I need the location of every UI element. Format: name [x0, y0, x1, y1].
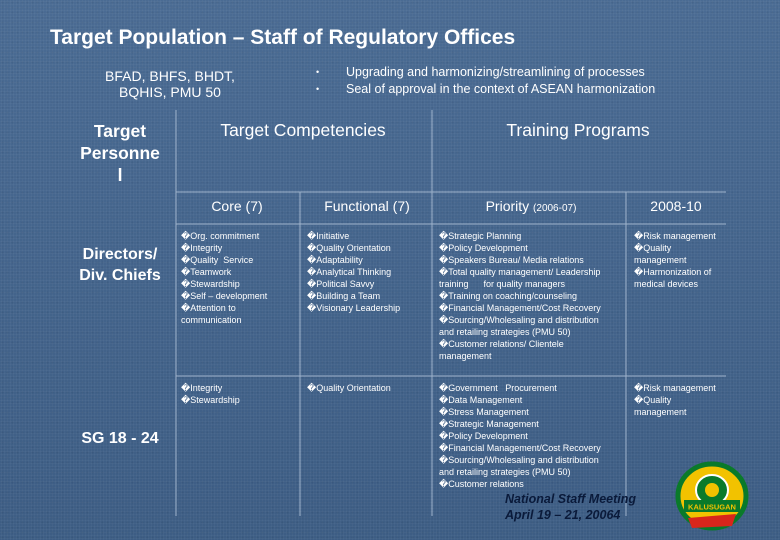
row-label-line: Div. Chiefs — [79, 267, 161, 284]
cell-line: �Speakers Bureau/ Media relations — [439, 255, 584, 265]
objective-text: Seal of approval in the context of ASEAN harmonization — [346, 82, 656, 96]
header-line: Personne — [80, 143, 160, 163]
cell-line: �Stewardship — [181, 279, 240, 289]
cell-line: management — [634, 407, 687, 417]
cell-line: �Financial Management/Cost Recovery — [439, 303, 601, 313]
cell-line: �Training on coaching/counseling — [439, 291, 577, 301]
cell-line: �Initiative — [307, 231, 350, 241]
cell-line: �Visionary Leadership — [307, 303, 401, 313]
cell-line: �Sourcing/Wholesaling and distribution — [439, 315, 599, 325]
subheader-2008-10: 2008-10 — [650, 198, 702, 214]
cell-line: �Risk management — [634, 231, 716, 241]
offices-line: BQHIS, PMU 50 — [119, 84, 221, 100]
row-label-sg: SG 18 - 24 — [81, 430, 159, 447]
logo-text: KALUSUGAN — [688, 502, 736, 512]
cell-line: �Risk management — [634, 383, 716, 393]
slide-title: Target Population – Staff of Regulatory Offices — [50, 26, 516, 49]
cell-line: and retailing strategies (PMU 50) — [439, 467, 571, 477]
cell-line: �Policy Development — [439, 431, 528, 441]
header-line: l — [117, 165, 123, 185]
cell-line: �Adaptability — [307, 255, 363, 265]
cell-line: �Attention to — [181, 303, 236, 313]
priority-years: (2006-07) — [533, 203, 577, 214]
cell-line: �Government Procurement — [439, 383, 557, 393]
cell-line: �Building a Team — [307, 291, 381, 301]
cell-line: �Quality Orientation — [307, 243, 391, 253]
header-target-personnel — [66, 120, 174, 186]
seal-logo-icon — [674, 460, 750, 534]
bullet-icon: • — [316, 67, 320, 77]
cell-line: �Political Savvy — [307, 279, 375, 289]
cell-directors-2008-10 — [634, 230, 726, 290]
cell-line: �Stress Management — [439, 407, 529, 417]
cell-line: �Quality — [634, 395, 672, 405]
cell-line: communication — [181, 315, 242, 325]
cell-directors-functional — [307, 230, 433, 314]
cell-line: �Self – development — [181, 291, 268, 301]
footer-line: National Staff Meeting — [505, 492, 637, 506]
objective-text: Upgrading and harmonizing/streamlining of processes — [346, 65, 645, 79]
cell-line: �Strategic Planning — [439, 231, 522, 241]
cell-line: �Harmonization of — [634, 267, 712, 277]
cell-line: �Customer relations/ Clientele — [439, 339, 564, 349]
cell-line: �Integrity — [181, 383, 223, 393]
cell-line: �Strategic Management — [439, 419, 539, 429]
cell-line: medical devices — [634, 279, 699, 289]
header-target-competencies: Target Competencies — [220, 120, 386, 140]
cell-line: �Quality — [634, 243, 672, 253]
footer-meeting — [505, 491, 636, 523]
cell-line: �Quality Orientation — [307, 383, 391, 393]
cell-line: �Org. commitment — [181, 231, 260, 241]
cell-line: �Stewardship — [181, 395, 240, 405]
header-line: Target — [93, 121, 147, 141]
cell-line: �Integrity — [181, 243, 223, 253]
header-training-programs: Training Programs — [506, 120, 650, 140]
cell-line: �Policy Development — [439, 243, 528, 253]
row-label-line: Directors/ — [82, 246, 158, 263]
offices-line: BFAD, BHFS, BHDT, — [105, 68, 235, 84]
subheader-functional: Functional (7) — [324, 198, 410, 214]
row-label-directors — [66, 244, 174, 286]
cell-sg-functional — [307, 382, 433, 394]
cell-line: �Analytical Thinking — [307, 267, 392, 277]
cell-line: �Sourcing/Wholesaling and distribution — [439, 455, 599, 465]
cell-line: management — [439, 351, 492, 361]
subheader-core: Core (7) — [211, 198, 263, 214]
cell-sg-2008-10 — [634, 382, 726, 418]
cell-line: �Data Management — [439, 395, 523, 405]
cell-directors-core — [181, 230, 299, 326]
cell-directors-priority — [439, 230, 625, 362]
cell-line: �Quality Service — [181, 255, 254, 265]
cell-line: �Customer relations — [439, 479, 524, 489]
cell-line: �Total quality management/ Leadership — [439, 267, 601, 277]
priority-label: Priority — [485, 198, 530, 214]
cell-line: and retailing strategies (PMU 50) — [439, 327, 571, 337]
cell-sg-priority — [439, 382, 625, 490]
cell-line: training for quality managers — [439, 279, 566, 289]
footer-line: April 19 – 21, 20064 — [505, 508, 621, 522]
cell-line: management — [634, 255, 687, 265]
cell-line: �Financial Management/Cost Recovery — [439, 443, 601, 453]
bullet-icon: • — [316, 84, 320, 94]
subheader-priority — [436, 198, 626, 214]
cell-sg-core — [181, 382, 299, 406]
cell-line: �Teamwork — [181, 267, 232, 277]
